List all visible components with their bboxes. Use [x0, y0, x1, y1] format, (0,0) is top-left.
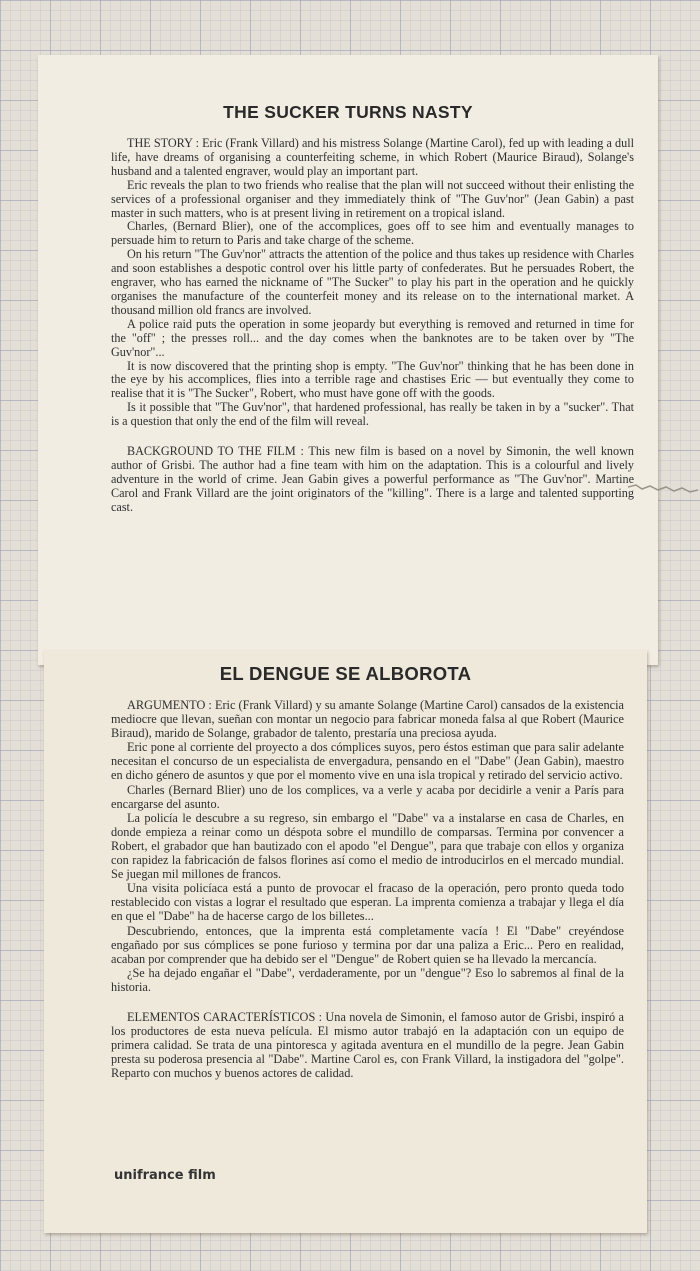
spanish-paragraph: La policía le descubre a su regreso, sin embargo el "Dabe" va a instalarse en casa de Charles, en donde empieza a reinar como un déspota sobre el mundillo de comparsas. Termina por convencer a Robert, el grabador que han bautizado con el apodo "el Dengue", para que trabaje con ellos y organiza con rapidez la fabricación de falsos florines así como el medio de introducirlos en el mercado mundial. Se juegan mil millones de francos. — [111, 810, 624, 882]
spanish-paragraph: Descubriendo, entonces, que la imprenta está completamente vacía ! El "Dabe" creyéndose engañado por sus cómplices se pone furioso y termina por dar una paliza a Eric... Pero en realidad, acaban por comprender que ha debido ser el "Dengue" de Robert quien se ha llevado la mercancía. — [111, 923, 624, 966]
spanish-body — [111, 698, 624, 1080]
english-paragraph: A police raid puts the operation in some jeopardy but everything is removed and returned in time for the "off" ; the presses roll... and the day comes when the banknotes are to be taken over by "The Guv'nor"... — [111, 316, 634, 359]
spanish-paragraph: ¿Se ha dejado engañar el "Dabe", verdaderamente, por un "dengue"? Eso lo sabremos al final de la historia. — [111, 965, 624, 994]
spanish-paragraph: Charles (Bernard Blier) uno de los complices, va a verle y acaba por decidirle a venir a París para encargarse del asunto. — [111, 782, 624, 811]
english-paragraph: Is it possible that "The Guv'nor", that hardened professional, has really be taken in by a "sucker". That is a question that only the end of the film will reveal. — [111, 400, 634, 429]
english-paragraph: On his return "The Guv'nor" attracts the attention of the police and thus takes up residence with Charles and soon establishes a despotic control over his little party of confederates. But he persuades Robert, the engraver, who has earned the nickname of "The Sucker" to play his part in the operation and he quickly organises the manufacture of the counterfeit money and its release on to the international market. A thousand million old francs are involved. — [111, 247, 634, 317]
english-paragraph: Charles, (Bernard Blier), one of the accomplices, goes off to see him and eventually manages to persuade him to return to Paris and take charge of the scheme. — [111, 219, 634, 248]
spanish-sheet — [44, 650, 647, 1233]
unifrance-logo: unifrance film — [114, 1168, 216, 1183]
spanish-title: EL DENGUE SE ALBOROTA — [219, 663, 472, 684]
english-paragraph: Eric reveals the plan to two friends who realise that the plan will not succeed without their enlisting the services of a professional organiser and they immediately think of "The Guv'nor" (Jean Gabin) a past master in such matters, who is at present living in retirement on a tropical island. — [111, 177, 634, 220]
spanish-paragraph: Una visita policíaca está a punto de provocar el fracaso de la operación, pero pronto queda todo restablecido con vistas a lograr el resultado que esperan. La imprenta comienza a trabajar y llega el día en que el "Dabe" ha de hacerse cargo de los billetes... — [111, 881, 624, 924]
english-sheet — [38, 55, 658, 665]
english-background-paragraph: BACKGROUND TO THE FILM : This new film is based on a novel by Simonin, the well known author of Grisbi. The author had a fine team with him on the adaptation. This is a colourful and lively adventure in the world of crime. Jean Gabin gives a powerful performance as "The Guv'nor". Martine Carol and Frank Villard are the joint originators of the "killing". There is a large and talented supporting cast. — [111, 444, 634, 514]
english-paragraph: It is now discovered that the printing shop is empty. "The Guv'nor" thinking that he has been done in the eye by his accomplices, flies into a terrible rage and chastises Eric — but eventually they come to realise that it is "The Sucker", Robert, who must have gone off with the goods. — [111, 358, 634, 401]
english-title: THE SUCKER TURNS NASTY — [223, 102, 473, 122]
spanish-paragraph: ARGUMENTO : Eric (Frank Villard) y su amante Solange (Martine Carol) cansados de la existencia mediocre que llevan, sueñan con montar un negocio para fabricar moneda falsa al que Robert (Maurice Biraud), marido de Solange, grabador de talento, prestaría una preciosa ayuda. — [111, 698, 624, 741]
english-paragraph: THE STORY : Eric (Frank Villard) and his mistress Solange (Martine Carol), fed up with leading a dull life, have dreams of organising a counterfeiting scheme, in which Robert (Maurice Biraud), Solange's husband and a talented engraver, would play an important part. — [111, 136, 634, 178]
english-body — [111, 137, 634, 515]
spanish-elements-paragraph: ELEMENTOS CARACTERÍSTICOS : Una novela de Simonin, el famoso autor de Grisbi, inspiró a los productores de esta nueva película. El mismo autor trabajó en la adaptación con un equipo de primera calidad. Se trata de una pintoresca y agitada aventura en el mundillo de la pegre. Jean Gabin presta su poderosa presencia al "Dabe". Martine Carol es, con Frank Villard, la instigadora del "golpe". Reparto con muchos y buenos actores de calidad. — [111, 1009, 624, 1081]
spanish-paragraph: Eric pone al corriente del proyecto a dos cómplices suyos, pero éstos estiman que para salir adelante necesitan el concurso de un especialista de envergadura, pensando en el "Dabe" (Jean Gabin), maestro en dicho género de asuntos y que por el momento vive en una isla tropical y retirado del servicio activo. — [111, 740, 624, 783]
paper-tear — [628, 483, 698, 497]
